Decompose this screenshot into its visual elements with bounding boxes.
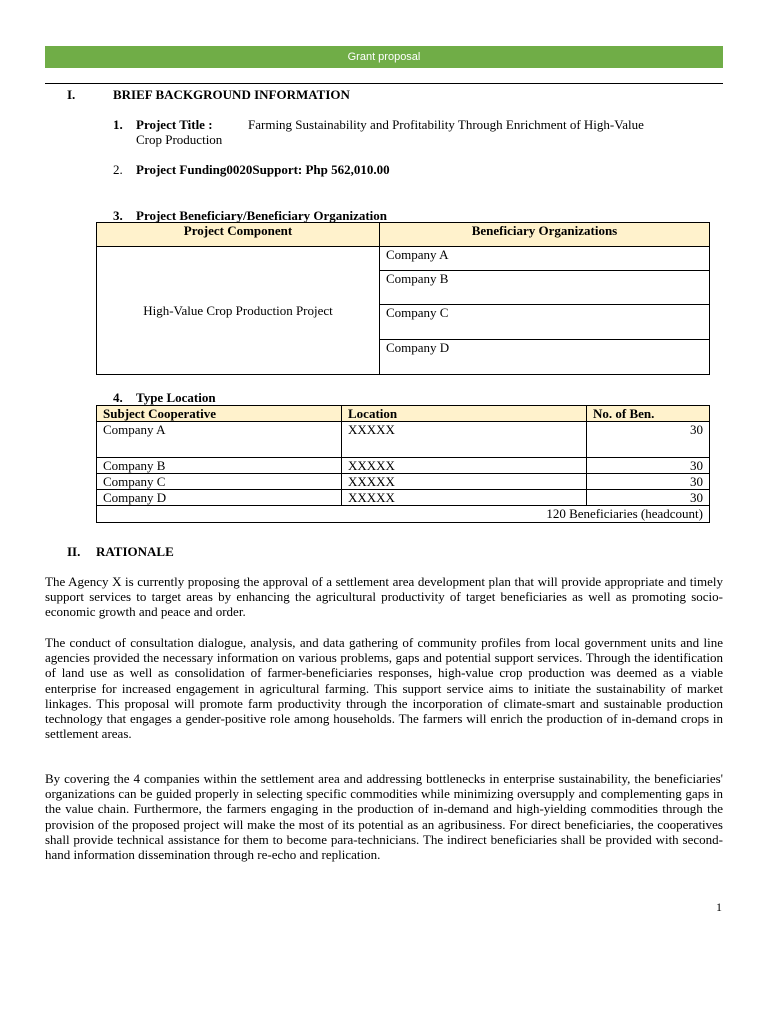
location-cell: XXXXX	[342, 490, 587, 506]
cooperative-cell: Company A	[97, 422, 342, 458]
section-1-numeral: I.	[67, 87, 76, 102]
cooperative-cell: Company B	[97, 458, 342, 474]
item-1-number: 1.	[113, 117, 123, 132]
header-location: Location	[342, 406, 587, 422]
organization-cell: Company A	[380, 247, 710, 271]
project-component-cell: High-Value Crop Production Project	[97, 247, 380, 375]
rationale-paragraph-2: The conduct of consultation dialogue, analysis, and data gathering of community profiles from local government units and line agencies provided the necessary information on various problems, gaps and potential support services. Through the identification of land use as well as consolidation of farmer-beneficiaries responses, high-value crop production was deemed as a viable enterprise for increased engagement in agricultural farming. This support service aims to initiate the sustainability of market linkages. This proposal will promote farm productivity through the incorporation of climate-smart and sustainable production technology that engages a gender-positive role among households. The farmers will enrich the production of in-demand crops in settlement areas.	[45, 635, 723, 742]
item-1-project-title: Farming Sustainability and Profitability Through Enrichment of High-Value	[248, 117, 644, 132]
document-header-bar: Grant proposal	[45, 46, 723, 68]
rationale-paragraph-1: The Agency X is currently proposing the approval of a settlement area development plan that will provide appropriate and timely support services to target areas by enhancing the agricultural productivity of target beneficiaries as well as promoting socio-economic growth and peace and order.	[45, 574, 723, 620]
location-cell: XXXXX	[342, 474, 587, 490]
beneficiary-count-cell: 30	[587, 474, 710, 490]
cooperative-cell: Company D	[97, 490, 342, 506]
header-beneficiary-organizations: Beneficiary Organizations	[380, 223, 710, 247]
beneficiary-count-cell: 30	[587, 458, 710, 474]
organization-cell: Company D	[380, 340, 710, 375]
section-2-heading: RATIONALE	[96, 544, 174, 559]
beneficiary-count-cell: 30	[587, 422, 710, 458]
item-4-number: 4.	[113, 390, 123, 405]
item-1-project-title-cont: Crop Production	[136, 132, 223, 147]
beneficiary-count-cell: 30	[587, 490, 710, 506]
header-project-component: Project Component	[97, 223, 380, 247]
location-cell: XXXXX	[342, 422, 587, 458]
rationale-paragraph-3: By covering the 4 companies within the settlement area and addressing bottlenecks in enterprise sustainability, the beneficiaries' organizations can be guided properly in selecting specific commodities while minimizing oversupply and complementing gaps in the value chain. Furthermore, the farmers engaging in the production of in-demand and high-yielding commodities through the provision of the proposed project will make the most of its potential as an agribusiness. For direct beneficiaries, the cooperatives shall provide technical assistance for them to become para-technicians. The indirect beneficiaries shall be provided with second-hand information dissemination through re-echo and replication.	[45, 771, 723, 863]
section-2-numeral: II.	[67, 544, 81, 559]
organization-cell: Company C	[380, 305, 710, 340]
location-cell: XXXXX	[342, 458, 587, 474]
item-3-title: Project Beneficiary/Beneficiary Organization	[136, 208, 388, 223]
cooperative-cell: Company C	[97, 474, 342, 490]
location-table	[96, 405, 710, 523]
item-4-title: Type Location	[136, 390, 216, 405]
table-row	[97, 474, 710, 490]
item-2-number: 2.	[113, 162, 123, 177]
item-1-label: Project Title :	[136, 117, 213, 132]
beneficiary-total: 120 Beneficiaries (headcount)	[97, 506, 710, 523]
beneficiary-table	[96, 222, 710, 375]
location-table-total-row	[97, 506, 710, 523]
header-subject-cooperative: Subject Cooperative	[97, 406, 342, 422]
beneficiary-table-header	[97, 223, 710, 247]
page-number: 1	[716, 900, 722, 914]
table-row	[97, 490, 710, 506]
section-1-heading: BRIEF BACKGROUND INFORMATION	[113, 87, 350, 102]
header-no-of-ben: No. of Ben.	[587, 406, 710, 422]
table-row	[97, 422, 710, 458]
table-row	[97, 247, 710, 271]
item-3-number: 3.	[113, 208, 123, 223]
location-table-header	[97, 406, 710, 422]
header-divider	[45, 83, 723, 84]
table-row	[97, 458, 710, 474]
organization-cell: Company B	[380, 271, 710, 305]
item-2-funding: Project Funding0020Support: Php 562,010.00	[136, 162, 390, 177]
